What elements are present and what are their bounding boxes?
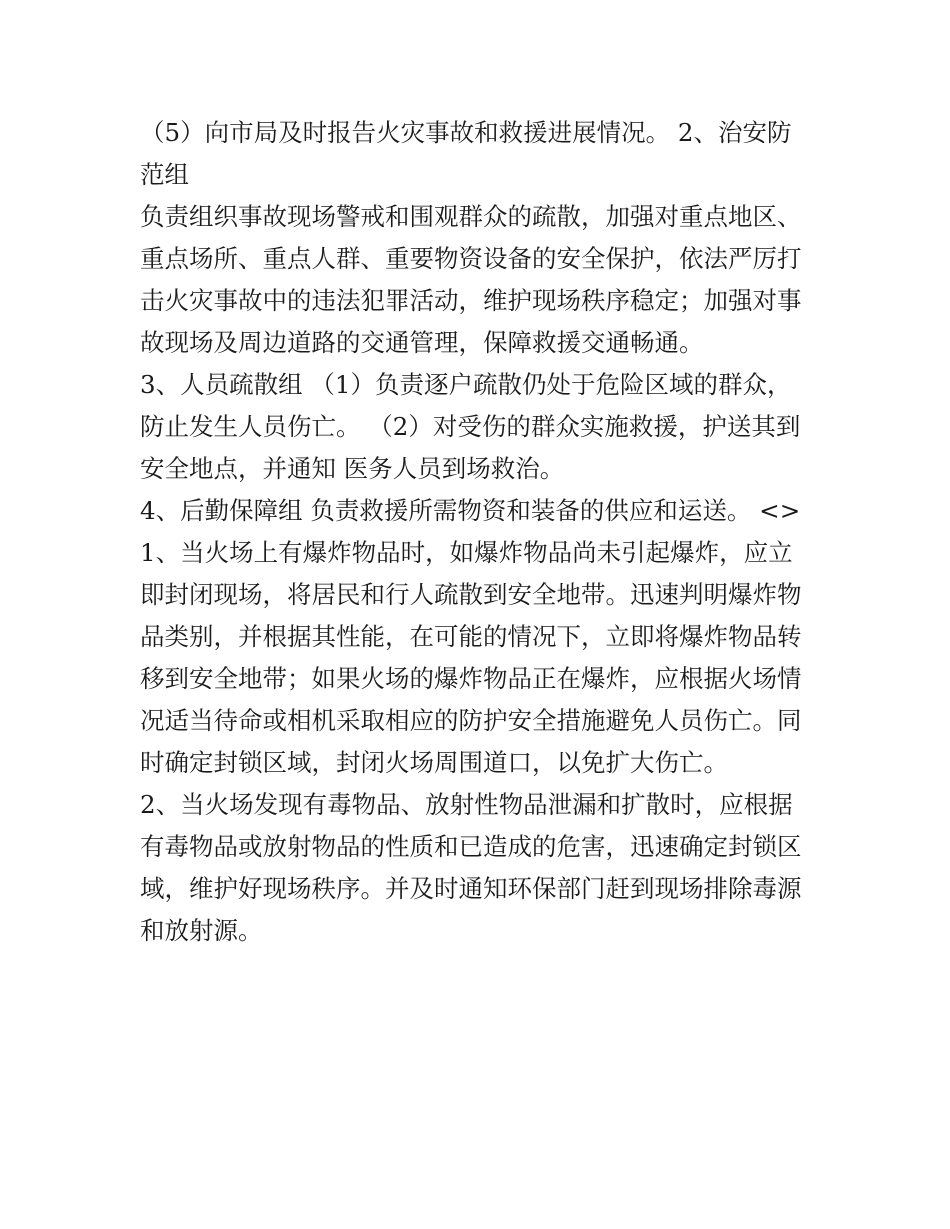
text-line: 重点场所、重点人群、重要物资设备的安全保护，依法严厉打 xyxy=(140,244,802,273)
text-line: 3、人员疏散组 （1）负责逐户疏散仍处于危险区域的群众， xyxy=(140,370,792,399)
text-line: 品类别，并根据其性能，在可能的情况下，立即将爆炸物品转 xyxy=(140,622,802,651)
text-line: 1、当火场上有爆炸物品时，如爆炸物品尚未引起爆炸，应立 xyxy=(140,538,793,567)
text-line: 负责组织事故现场警戒和围观群众的疏散，加强对重点地区、 xyxy=(140,202,802,231)
text-line: 况适当待命或相机采取相应的防护安全措施避免人员伤亡。同 xyxy=(140,706,802,735)
text-line: 安全地点，并通知 医务人员到场救治。 xyxy=(140,454,565,483)
text-line: 2、当火场发现有毒物品、放射性物品泄漏和扩散时，应根据 xyxy=(140,790,793,819)
text-line: 范组 xyxy=(140,160,189,189)
text-line: 故现场及周边道路的交通管理，保障救援交通畅通。 xyxy=(140,328,704,357)
text-line: 击火灾事故中的违法犯罪活动，维护现场秩序稳定；加强对事 xyxy=(140,286,802,315)
text-line: 4、后勤保障组 负责救援所需物资和装备的供应和运送。 <> xyxy=(140,496,801,525)
text-line: 有毒物品或放射物品的性质和已造成的危害，迅速确定封锁区 xyxy=(140,832,802,861)
text-line: 移到安全地带；如果火场的爆炸物品正在爆炸，应根据火场情 xyxy=(140,664,802,693)
text-line: 防止发生人员伤亡。 （2）对受伤的群众实施救援，护送其到 xyxy=(140,412,801,441)
text-line: 和放射源。 xyxy=(140,916,263,945)
text-line: （5）向市局及时报告火灾事故和救援进展情况。 2、治安防 xyxy=(140,118,792,147)
text-line: 即封闭现场，将居民和行人疏散到安全地带。迅速判明爆炸物 xyxy=(140,580,802,609)
text-line: 域，维护好现场秩序。并及时通知环保部门赶到现场排除毒源 xyxy=(140,874,802,903)
text-line: 时确定封锁区域，封闭火场周围道口，以免扩大伤亡。 xyxy=(140,748,728,777)
document-body xyxy=(140,112,820,952)
